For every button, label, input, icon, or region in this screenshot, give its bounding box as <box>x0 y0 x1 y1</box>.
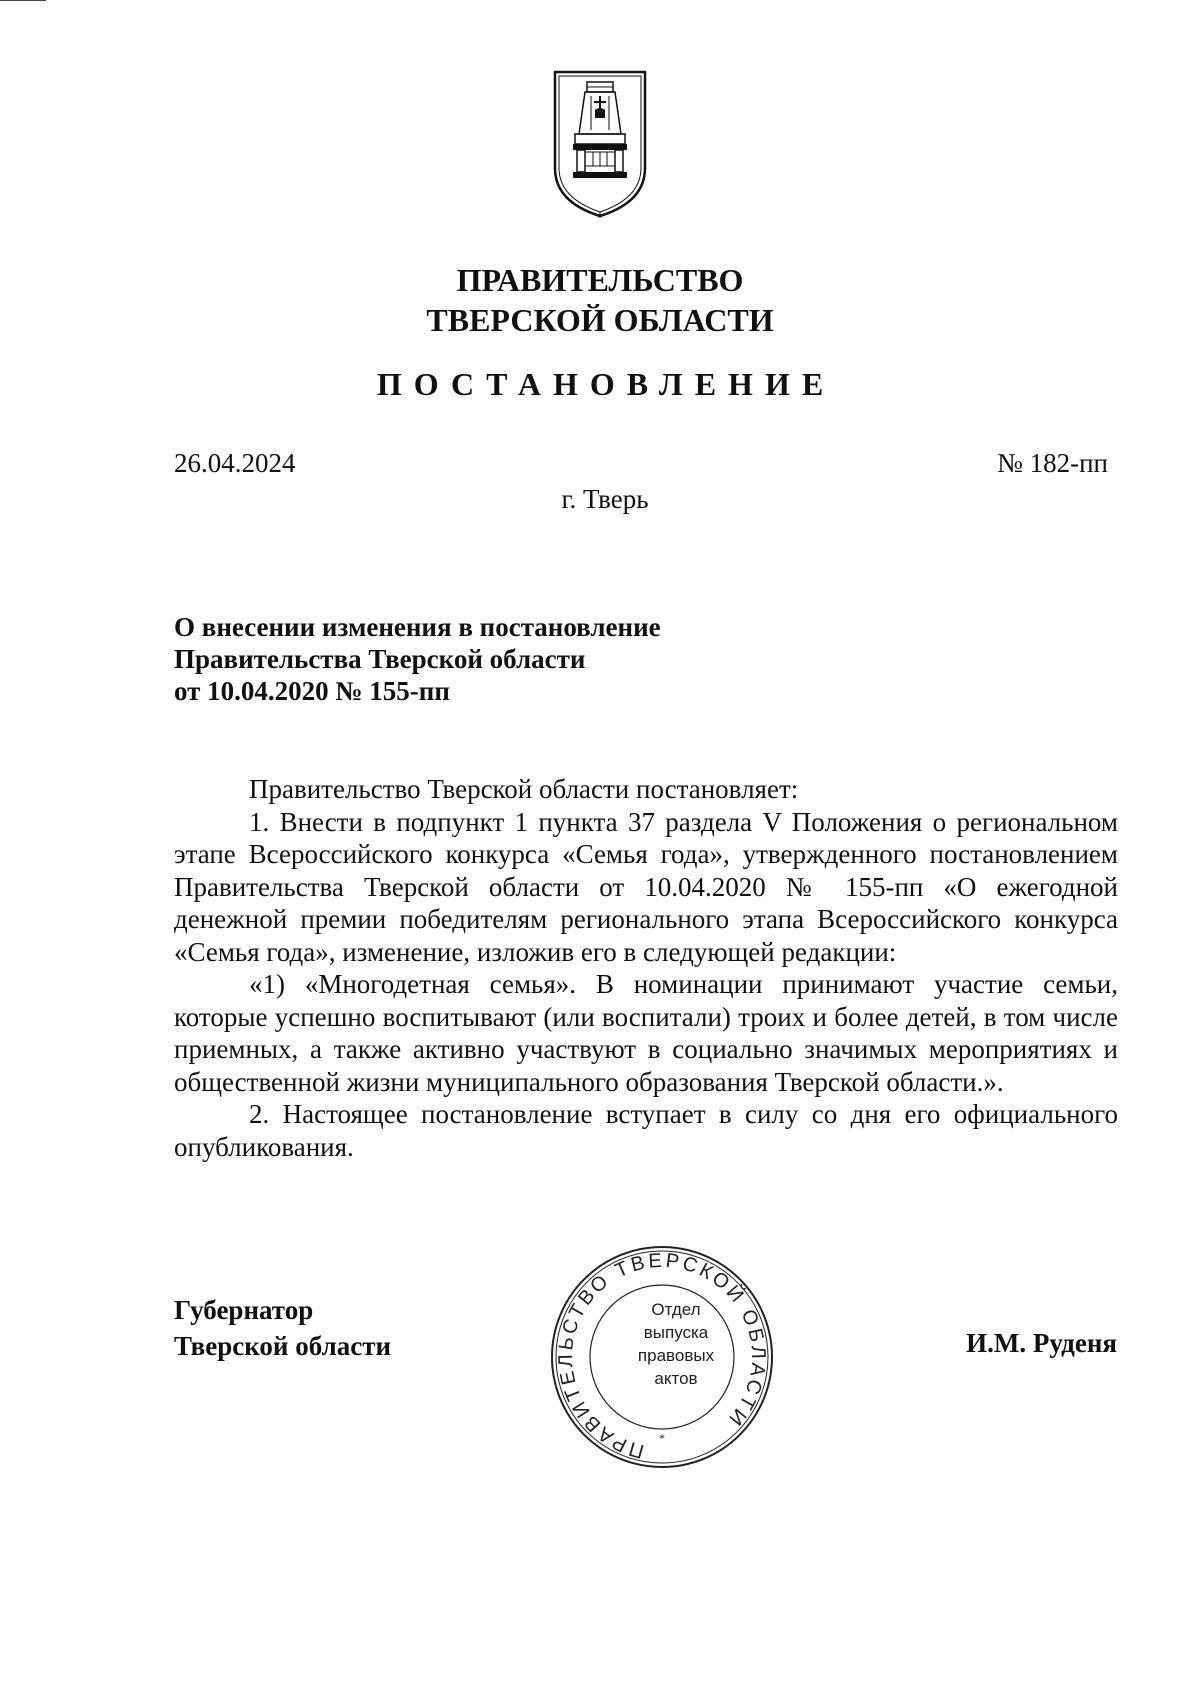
subject-line1: О внесении изменения в постановление <box>174 612 661 642</box>
body-paragraph: 2. Настоящее постановление вступает в силу со дня его официального опубликования. <box>174 1099 1118 1162</box>
document-date: 26.04.2024 <box>174 448 296 478</box>
subject-line3: от 10.04.2020 № 155-пп <box>174 676 450 706</box>
svg-text:*: * <box>659 1431 665 1445</box>
body-paragraph: Правительство Тверской области постановляет: <box>249 774 799 804</box>
organization-name <box>0 260 1200 340</box>
document-city: г. Тверь <box>561 484 649 514</box>
document-body <box>174 773 1118 1163</box>
scan-corner-mark <box>0 0 46 5</box>
org-name-line1: ПРАВИТЕЛЬСТВО <box>456 262 744 298</box>
body-paragraph: «1) «Многодетная семья». В номинации принимают участие семьи, которые успешно воспитывают (или воспитали) троих и более детей, в том числе приемных, а также активно участвуют в социально значимых мероприятиях и общественной жизни муниципального образования Тверской области.». <box>174 969 1118 1097</box>
stamp-center-line2: выпуска <box>643 1323 709 1342</box>
signatory-title-line2: Тверской области <box>174 1331 392 1361</box>
body-paragraph: 1. Внести в подпункт 1 пункта 37 раздела V Положения о региональном этапе Всероссийского конкурса «Семья года», утвержденного постановлением Правительства Тверской области от 10.04.2020 № 155-пп «О ежегодной денежной премии победителям регионального этапа Всероссийского конкурса «Семья года», изменение, изложив его в следующей редакции: <box>174 806 1118 967</box>
document-subject <box>174 611 661 707</box>
stamp-center-line4: актов <box>654 1369 698 1388</box>
document-type: ПОСТАНОВЛЕНИЕ <box>376 366 836 402</box>
org-name-line2: ТВЕРСКОЙ ОБЛАСТИ <box>426 302 774 338</box>
stamp-center-text <box>620 1298 732 1390</box>
stamp-ring-text: ПРАВИТЕЛЬСТВО ТВЕРСКОЙ ОБЛАСТИ <box>554 1249 770 1463</box>
document-number: № 182-пп <box>997 448 1108 478</box>
signatory-title <box>174 1292 391 1364</box>
coat-of-arms-icon <box>551 70 649 220</box>
subject-line2: Правительства Тверской области <box>174 644 586 674</box>
signatory-name: И.М. Руденя <box>966 1328 1117 1358</box>
stamp-center-line3: правовых <box>637 1346 715 1365</box>
stamp-center-line1: Отдел <box>651 1300 701 1319</box>
signatory-title-line1: Губернатор <box>174 1295 314 1325</box>
